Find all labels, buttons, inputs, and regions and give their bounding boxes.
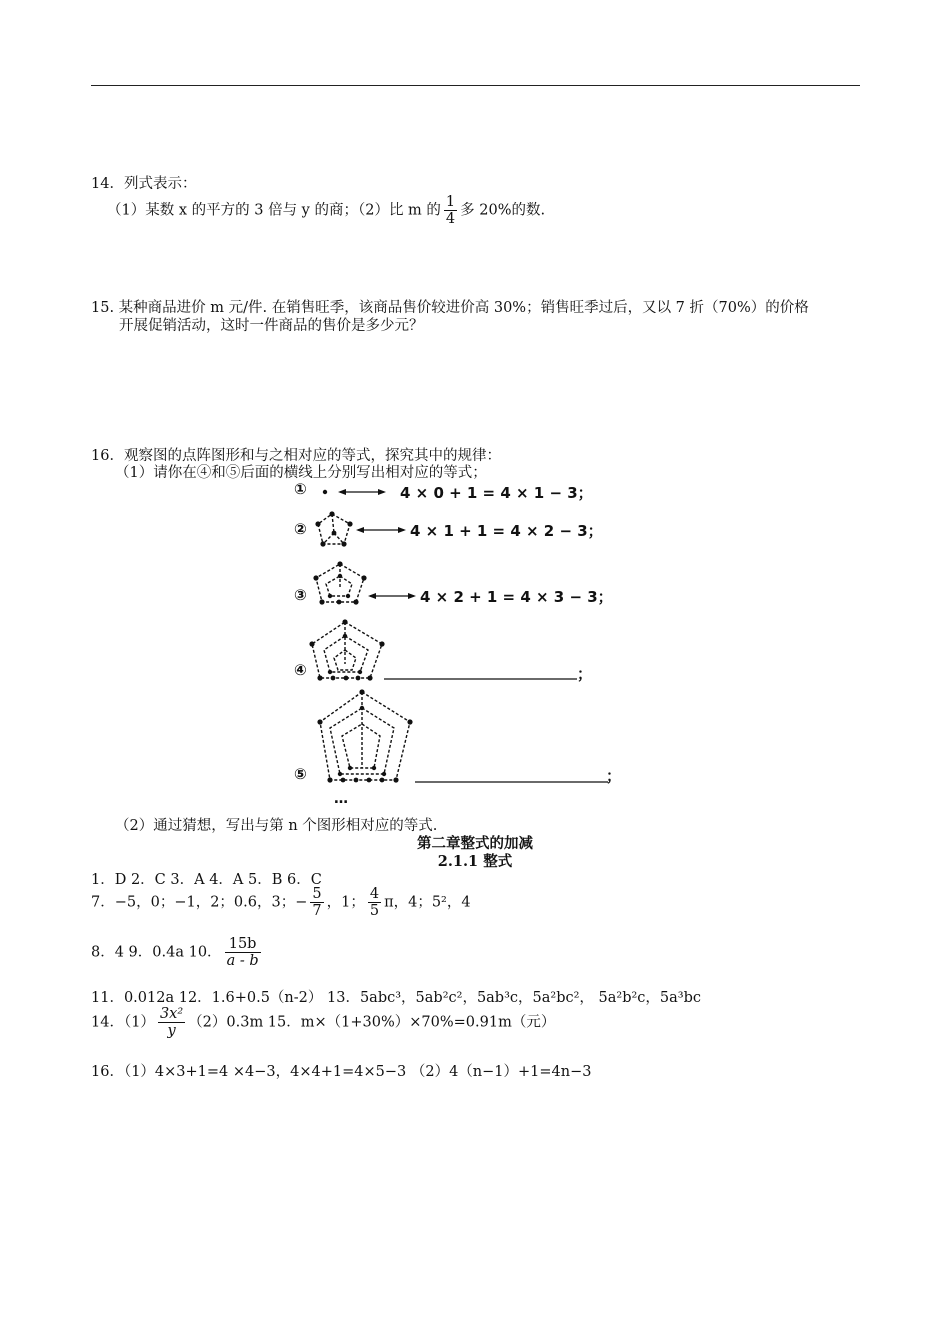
- answer-7-frac2-num: 4: [369, 886, 380, 902]
- answer-10-frac: [225, 936, 261, 969]
- dot-pattern-figure: [290, 478, 620, 813]
- circled-3-label: ③: [294, 586, 307, 604]
- answer-7-frac1-den: 7: [312, 903, 322, 919]
- circled-1-label: ①: [294, 480, 307, 498]
- continuation-dots: …: [334, 791, 348, 807]
- q14-frac-num: 1: [445, 194, 456, 210]
- answer-8-pre: 8．4 9．0.4a 10．: [91, 944, 222, 961]
- arrow-row1: [338, 489, 386, 495]
- pentagon-5: [320, 692, 410, 780]
- answer-11-13: 11．0.012a 12．1.6+0.5（n-2） 13．5abc³，5ab²c²，5ab³c，5a²bc²， 5a²b²c，5a³bc: [91, 990, 702, 1006]
- answer-7-pre: 7．−5，0；−1，2；0.6，3；−: [91, 894, 308, 911]
- q14-part2: 多 20%的数.: [460, 202, 546, 219]
- answer-10-den: a - b: [226, 953, 259, 969]
- pentagon-4: [312, 622, 382, 678]
- q14-fraction: [444, 194, 457, 227]
- q16-line3: （2）通过猜想，写出与第 n 个图形相对应的等式.: [115, 818, 438, 834]
- section-title: 2.1.1 整式: [437, 853, 513, 870]
- semicolon-5: ；: [606, 767, 622, 785]
- q14-title: 14．列式表示：: [91, 176, 197, 192]
- equation-1: 4 × 0 + 1 = 4 × 1 − 3；: [400, 484, 593, 502]
- answer-7-frac2: [368, 886, 381, 919]
- arrow-row2: [356, 527, 406, 533]
- q14-part1: （1）某数 x 的平方的 3 倍与 y 的商；（2）比 m 的: [107, 202, 441, 219]
- answer-7: [91, 886, 471, 919]
- answer-10-num: 15b: [228, 936, 257, 952]
- q14-body: [107, 194, 545, 227]
- answer-14-15: [91, 1006, 555, 1039]
- pentagon-4-dots: [309, 619, 384, 680]
- circled-2-label: ②: [294, 520, 307, 538]
- chapter-title: 第二章整式的加减: [417, 835, 533, 852]
- single-dot: [323, 490, 327, 494]
- answer-14-num: 3x²: [159, 1006, 184, 1022]
- answer-14-den: y: [167, 1023, 176, 1039]
- q16-line1: 16．观察图的点阵图形和与之相对应的等式，探究其中的规律：: [91, 448, 501, 464]
- equation-3: 4 × 2 + 1 = 4 × 3 − 3；: [420, 588, 613, 606]
- answer-7-frac1-num: 5: [312, 886, 322, 902]
- q14-frac-den: 4: [445, 211, 456, 227]
- answer-7-post: π，4；5²，4: [384, 894, 471, 911]
- q15-line1: 15. 某种商品进价 m 元/件. 在销售旺季，该商品售价较进价高 30%；销售旺季过后，又以 7 折（70%）的价格: [91, 300, 809, 316]
- answer-14-pre: 14．（1）: [91, 1014, 155, 1031]
- answer-7-frac1: [310, 886, 323, 919]
- answer-14-frac: [158, 1006, 185, 1039]
- answer-14-post: （2）0.3m 15．m×（1+30%）×70%=0.91m（元）: [188, 1014, 556, 1031]
- answer-7-frac2-den: 5: [369, 903, 380, 919]
- q15-line2: 开展促销活动，这时一件商品的售价是多少元？: [119, 318, 424, 334]
- equation-2: 4 × 1 + 1 = 4 × 2 − 3；: [410, 522, 603, 540]
- pentagon-3: [316, 564, 364, 602]
- answer-8-10: [91, 936, 264, 969]
- circled-5-label: ⑤: [294, 765, 307, 783]
- header-rule: [91, 85, 860, 86]
- answer-7-mid: ，1；: [326, 894, 365, 911]
- answer-1-6: 1．D 2．C 3．A 4．A 5．B 6．C: [91, 872, 322, 888]
- q16-line2: （1）请你在④和⑤后面的横线上分别写出相对应的等式；: [115, 465, 487, 481]
- pentagon-2: [318, 514, 350, 544]
- answer-16: 16．（1）4×3+1=4 ×4−3，4×4+1=4×5−3 （2）4（n−1）+1=4n−3: [91, 1064, 592, 1080]
- circled-4-label: ④: [294, 661, 307, 679]
- arrow-row3: [368, 593, 416, 599]
- semicolon-4: ；: [577, 665, 593, 683]
